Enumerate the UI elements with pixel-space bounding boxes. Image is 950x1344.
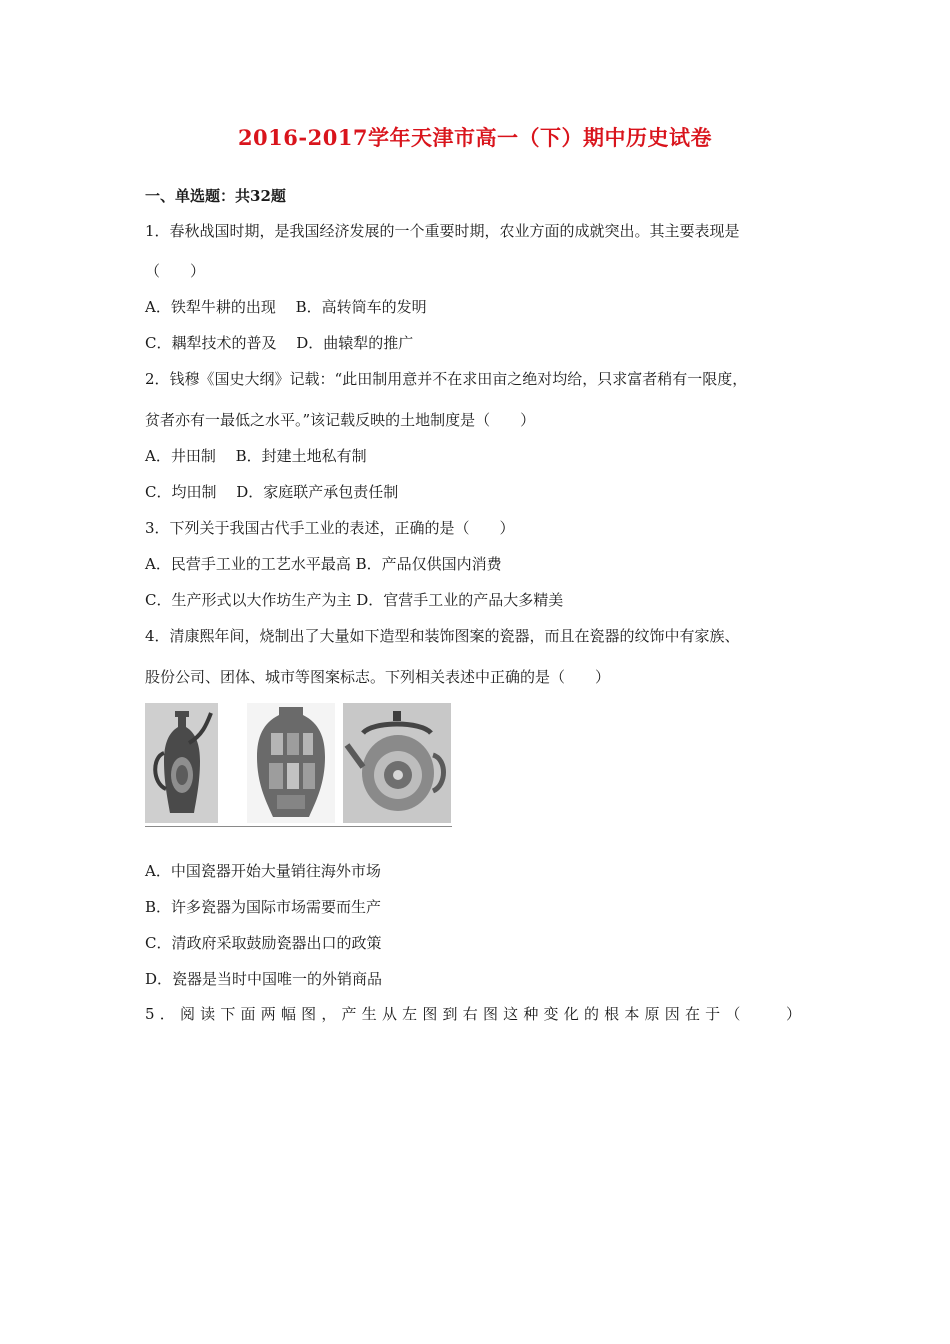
question-4-option-c: C．清政府采取鼓励瓷器出口的政策 <box>145 934 382 952</box>
question-5-stem: 5．阅读下面两幅图，产生从左图到右图这种变化的根本原因在于（ ） <box>145 1005 807 1023</box>
question-2-options-row-2: C．均田制 D．家庭联产承包责任制 <box>145 483 399 501</box>
question-3-options-row-2: C．生产形式以大作坊生产为主 D．官营手工业的产品大多精美 <box>145 591 564 609</box>
question-2-options-row-1: A．井田制 B．封建土地私有制 <box>145 447 367 465</box>
question-3-stem: 3．下列关于我国古代手工业的表述，正确的是（ ） <box>145 519 515 537</box>
question-2-stem-line-1: 2．钱穆《国史大纲》记载：“此田制用意并不在求田亩之绝对均给，只求富者稍有一限度， <box>145 370 748 388</box>
question-1-options-row-1: A．铁犁牛耕的出现 B．高转筒车的发明 <box>145 298 427 316</box>
question-2-stem-line-2: 贫者亦有一最低之水平。”该记载反映的土地制度是（ ） <box>145 411 536 429</box>
question-1-stem-line-1: 1．春秋战国时期，是我国经济发展的一个重要时期，农业方面的成就突出。其主要表现是 <box>145 222 740 240</box>
image-underline-divider <box>145 826 452 827</box>
page-title: 2016-2017学年天津市高一（下）期中历史试卷 <box>237 125 713 150</box>
question-4-stem-line-2: 股份公司、团体、城市等图案标志。下列相关表述中正确的是（ ） <box>145 668 611 686</box>
porcelain-vase-image <box>247 703 335 823</box>
question-4-option-a: A．中国瓷器开始大量销往海外市场 <box>145 862 381 880</box>
question-1-stem-line-2: （ ） <box>145 262 206 280</box>
question-4-option-d: D．瓷器是当时中国唯一的外销商品 <box>145 970 383 988</box>
question-4-option-b: B．许多瓷器为国际市场需要而生产 <box>145 898 382 916</box>
section-heading: 一、单选题：共32题 <box>145 187 286 205</box>
question-1-options-row-2: C．耦犁技术的普及 D．曲辕犁的推广 <box>145 334 414 352</box>
question-3-options-row-1: A．民营手工业的工艺水平最高 B．产品仅供国内消费 <box>145 555 502 573</box>
porcelain-ewer-image <box>145 703 218 823</box>
porcelain-teapot-image <box>343 703 451 823</box>
question-4-stem-line-1: 4．清康熙年间，烧制出了大量如下造型和装饰图案的瓷器，而且在瓷器的纹饰中有家族、 <box>145 627 740 645</box>
